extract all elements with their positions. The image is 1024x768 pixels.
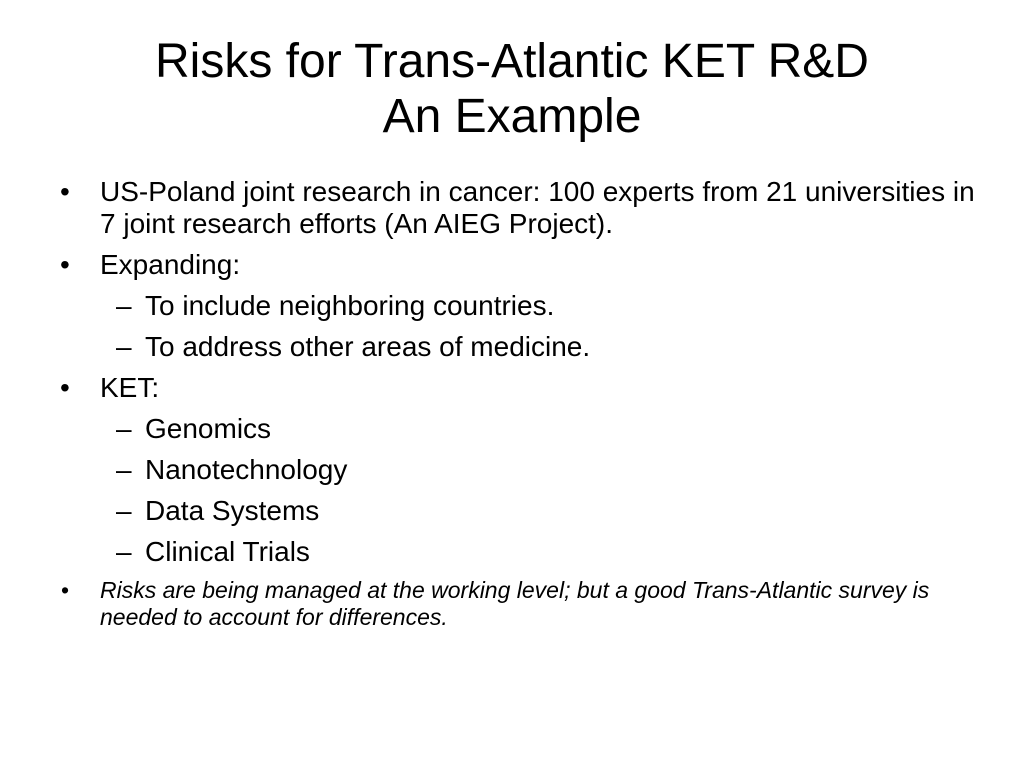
sub-item-text: To include neighboring countries.	[145, 290, 555, 321]
sub-item-text: Genomics	[145, 413, 272, 444]
title-line-2: An Example	[382, 90, 642, 143]
bullet-item-us-poland	[57, 176, 977, 240]
sub-item-other-areas	[57, 331, 977, 363]
sub-item-clinical-trials	[57, 536, 977, 568]
dash-icon: –	[116, 413, 132, 444]
dash-icon: –	[116, 331, 132, 362]
slide-title	[0, 34, 1024, 144]
bullet-item-risks	[57, 577, 977, 631]
dash-icon: –	[116, 290, 132, 321]
title-line-1: Risks for Trans-Atlantic KET R&D	[155, 35, 869, 88]
sub-item-genomics	[57, 413, 977, 445]
bullet-list	[57, 176, 977, 640]
bullet-icon: •	[60, 249, 70, 280]
bullet-icon: •	[61, 577, 70, 603]
sub-item-text: Clinical Trials	[145, 536, 310, 567]
sub-item-text: Data Systems	[145, 495, 320, 526]
dash-icon: –	[116, 454, 132, 485]
bullet-icon: •	[60, 372, 70, 403]
bullet-text: KET:	[100, 372, 160, 403]
dash-icon: –	[116, 495, 132, 526]
dash-icon: –	[116, 536, 132, 567]
bullet-text: Expanding:	[100, 249, 241, 280]
sub-item-data-systems	[57, 495, 977, 527]
sub-item-nanotechnology	[57, 454, 977, 486]
bullet-text: Risks are being managed at the working level; but a good Trans-Atlantic survey is needed to account for differences.	[100, 577, 930, 630]
sub-item-neighboring-countries	[57, 290, 977, 322]
bullet-item-expanding	[57, 249, 977, 281]
sub-item-text: Nanotechnology	[145, 454, 348, 485]
sub-item-text: To address other areas of medicine.	[145, 331, 591, 362]
bullet-icon: •	[60, 176, 70, 207]
bullet-text: US-Poland joint research in cancer: 100 experts from 21 universities in 7 joint research efforts (An AIEG Project).	[100, 176, 975, 239]
bullet-item-ket	[57, 372, 977, 404]
